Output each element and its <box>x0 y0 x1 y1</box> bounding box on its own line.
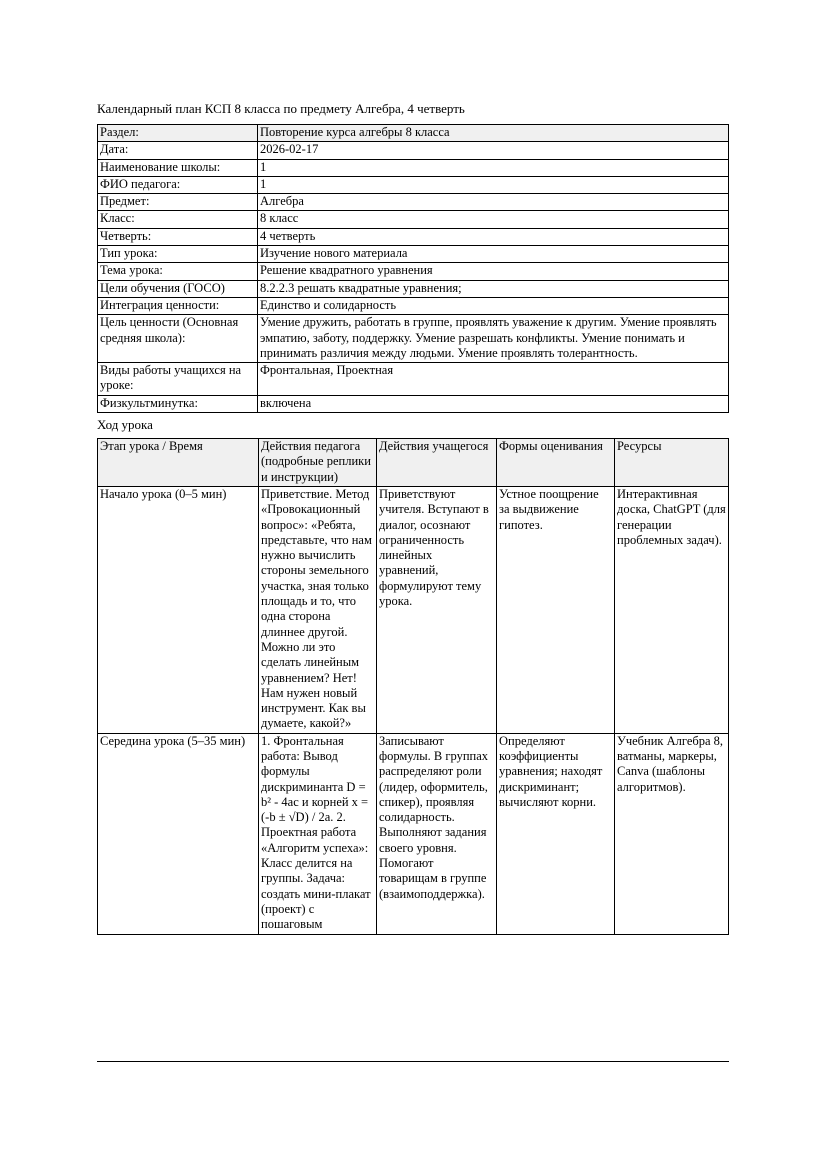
table-row <box>98 263 729 280</box>
lesson-flow-table <box>97 438 729 935</box>
lesson-info-table <box>97 124 729 413</box>
info-value: Единство и солидарность <box>258 297 729 314</box>
info-value: включена <box>258 395 729 412</box>
stage-cell: Начало урока (0–5 мин) <box>98 486 259 733</box>
info-label: Интеграция ценности: <box>98 297 258 314</box>
column-header-student-actions: Действия учащегося <box>377 439 497 487</box>
info-label: ФИО педагога: <box>98 176 258 193</box>
info-value: 8.2.2.3 решать квадратные уравнения; <box>258 280 729 297</box>
column-header-assessment: Формы оценивания <box>497 439 615 487</box>
info-label: Цель ценности (Основная средняя школа): <box>98 315 258 363</box>
info-label: Раздел: <box>98 125 258 142</box>
info-value: Решение квадратного уравнения <box>258 263 729 280</box>
info-value: 4 четверть <box>258 228 729 245</box>
student-actions-cell: Записывают формулы. В группах распределяют роли (лидер, оформитель, спикер), проявляя солидарность. Выполняют задания своего уровня. Помогают товарищам в группе (взаимоподдержка). <box>377 733 497 934</box>
page-title: Календарный план КСП 8 класса по предмету Алгебра, 4 четверть <box>97 101 465 116</box>
teacher-actions-cell: Приветствие. Метод «Провокационный вопрос»: «Ребята, представьте, что нам нужно вычислить стороны земельного участка, зная только площадь и то, что одна сторона длиннее другой. Можно ли это сделать линейным уравнением? Нет! Нам нужен новый инструмент. Как вы думаете, какой?» <box>259 486 377 733</box>
info-value: 1 <box>258 159 729 176</box>
info-value: 8 класс <box>258 211 729 228</box>
stage-cell: Середина урока (5–35 мин) <box>98 733 259 934</box>
teacher-actions-cell: 1. Фронтальная работа: Вывод формулы дискриминанта D = b² - 4ac и корней x = (-b ± √D) / 2a. 2. Проектная работа «Алгоритм успеха»: Класс делится на группы. Задача: создать мини-плакат (проект) с пошаговым <box>259 733 377 934</box>
table-row <box>98 194 729 211</box>
table-row <box>98 486 729 733</box>
info-value: 2026-02-17 <box>258 142 729 159</box>
table-row <box>98 733 729 934</box>
info-label: Тема урока: <box>98 263 258 280</box>
table-header-row <box>98 439 729 487</box>
info-value: Алгебра <box>258 194 729 211</box>
table-row <box>98 125 729 142</box>
info-value: Изучение нового материала <box>258 246 729 263</box>
student-actions-cell: Приветствуют учителя. Вступают в диалог, осознают ограниченность линейных уравнений, формулируют тему урока. <box>377 486 497 733</box>
info-value: 1 <box>258 176 729 193</box>
table-row <box>98 142 729 159</box>
resources-cell: Интерактивная доска, ChatGPT (для генерации проблемных задач). <box>615 486 729 733</box>
document-content <box>97 101 729 1062</box>
info-label: Виды работы учащихся на уроке: <box>98 363 258 396</box>
table-row <box>98 395 729 412</box>
info-label: Дата: <box>98 142 258 159</box>
info-value: Умение дружить, работать в группе, проявлять уважение к другим. Умение проявлять эмпатию, заботу, поддержку. Умение разрешать конфликты. Умение понимать и принимать различия между людьми. Умение проявлять толерантность. <box>258 315 729 363</box>
info-value: Фронтальная, Проектная <box>258 363 729 396</box>
section-heading: Ход урока <box>97 417 153 433</box>
info-label: Предмет: <box>98 194 258 211</box>
table-row <box>98 280 729 297</box>
assessment-cell: Определяют коэффициенты уравнения; находят дискриминант; вычисляют корни. <box>497 733 615 934</box>
column-header-resources: Ресурсы <box>615 439 729 487</box>
assessment-cell: Устное поощрение за выдвижение гипотез. <box>497 486 615 733</box>
resources-cell: Учебник Алгебра 8, ватманы, маркеры, Canva (шаблоны алгоритмов). <box>615 733 729 934</box>
info-label: Четверть: <box>98 228 258 245</box>
table-row <box>98 315 729 363</box>
info-label: Наименование школы: <box>98 159 258 176</box>
table-row <box>98 211 729 228</box>
info-label: Тип урока: <box>98 246 258 263</box>
lesson-table-clipped-region <box>97 438 729 1062</box>
table-row <box>98 363 729 396</box>
info-value: Повторение курса алгебры 8 класса <box>258 125 729 142</box>
table-row <box>98 228 729 245</box>
column-header-stage: Этап урока / Время <box>98 439 259 487</box>
info-label: Класс: <box>98 211 258 228</box>
info-label: Физкультминутка: <box>98 395 258 412</box>
table-row <box>98 246 729 263</box>
column-header-teacher-actions: Действия педагога (подробные реплики и инструкции) <box>259 439 377 487</box>
table-row <box>98 159 729 176</box>
table-row <box>98 297 729 314</box>
table-row <box>98 176 729 193</box>
info-label: Цели обучения (ГОСО) <box>98 280 258 297</box>
